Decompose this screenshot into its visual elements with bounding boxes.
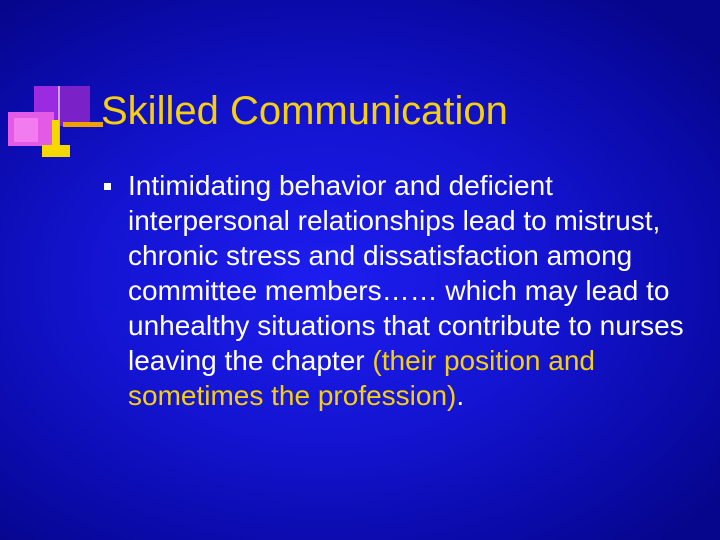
bullet-list (104, 168, 704, 413)
logo-bar-orange (63, 122, 103, 127)
bullet-end-punctuation: . (456, 380, 465, 411)
bullet-item (104, 168, 704, 413)
logo-bar-yellow-horizontal (42, 145, 70, 157)
slide-title: Skilled Communication (101, 89, 508, 133)
bullet-text: Intimidating behavior and deficient interpersonal relationships lead to mistrust, chronic stress and dissatisfaction among committee members…… which may lead to unhealthy situations that contribute to nurses leaving the chapter (128, 170, 684, 376)
colored-squares-logo (0, 0, 110, 170)
bullet-highlight-text: (their position and sometimes the profession) (128, 345, 595, 411)
logo-square-dark-purple (58, 86, 90, 126)
square-bullet-icon (104, 183, 111, 190)
logo-square-pink (14, 118, 38, 142)
